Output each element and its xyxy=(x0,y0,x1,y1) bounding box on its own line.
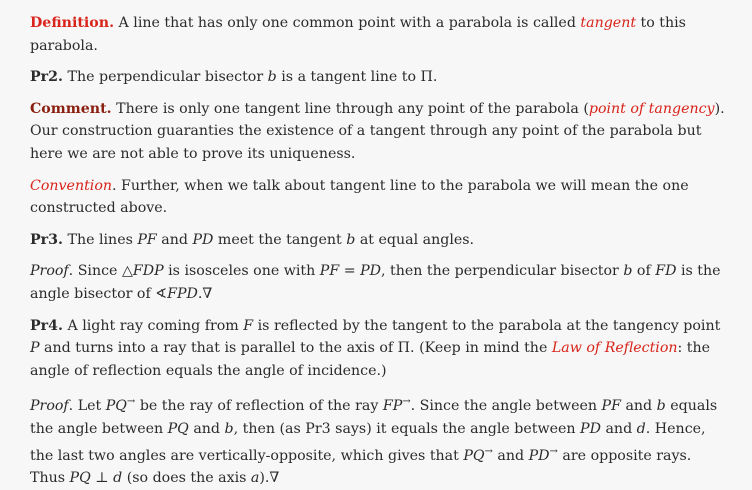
angle-symbol: ∢ xyxy=(155,285,168,302)
math-pf: PF xyxy=(601,398,621,415)
pr4-paragraph xyxy=(30,315,728,383)
triangle-symbol: △ xyxy=(121,263,133,280)
comment-text: There is only one tangent line through any point of the parabola ( xyxy=(111,100,589,117)
math-a: a xyxy=(250,470,260,487)
law-of-reflection-term: Law of Reflection xyxy=(551,340,678,357)
pr4-text-end: : the angle of reflection equals the angle of incidence.) xyxy=(30,340,711,379)
tangent-term: tangent xyxy=(580,15,637,31)
definition-text-end: to this parabola. xyxy=(30,15,686,54)
proof4-text-2: be the ray of reflection of the ray xyxy=(135,398,383,415)
math-b: b xyxy=(656,398,666,415)
proof4-and: and xyxy=(620,398,657,415)
math-b: b xyxy=(623,263,633,280)
comment-text-end: ). Our construction guaranties the existence of a tangent through any point of the parabola but here we are not able to prove its uniqueness. xyxy=(30,100,725,162)
math-pf: PF xyxy=(137,231,157,248)
pr2-text: The perpendicular bisector xyxy=(62,69,268,86)
proof3-text-5: is the angle bisector of xyxy=(30,263,721,302)
pr4-text: A light ray coming from xyxy=(62,317,244,334)
math-pq: PQ xyxy=(463,447,485,464)
pr3-text-end: at equal angles. xyxy=(355,231,475,248)
proof4-text: . Let xyxy=(68,398,106,415)
pr2-text-end: is a tangent line to Π. xyxy=(276,69,438,86)
proof4-and: and xyxy=(188,420,225,437)
math-pd: PD xyxy=(360,263,382,280)
equals-sign: = xyxy=(339,263,361,280)
math-d: d xyxy=(636,420,646,437)
pr3-label: Pr3. xyxy=(30,231,63,248)
math-pd: PD xyxy=(528,447,550,464)
math-f: F xyxy=(243,317,254,334)
ray-arrow: → xyxy=(549,445,558,457)
pr2-label: Pr2. xyxy=(30,69,63,86)
proof4-paragraph xyxy=(30,391,728,489)
ray-arrow: → xyxy=(402,396,411,408)
math-pq: PQ xyxy=(69,470,91,487)
math-b: b xyxy=(224,420,234,437)
math-pq: PQ xyxy=(167,420,189,437)
proof4-text-8: (so does the axis xyxy=(122,470,251,487)
math-pd: PD xyxy=(580,420,601,437)
pr3-and: and xyxy=(156,231,193,248)
pr3-paragraph xyxy=(30,229,728,252)
comment-paragraph xyxy=(30,98,728,166)
convention-label: Convention xyxy=(30,177,113,194)
math-pf: PF xyxy=(319,263,340,280)
math-fdp: FDP xyxy=(132,263,164,280)
proof4-text-5: , then (as Pr3 says) it equals the angle between xyxy=(233,420,581,437)
proof4-and: and xyxy=(492,447,529,464)
math-pd: PD xyxy=(192,231,214,248)
pr3-text: The lines xyxy=(62,231,138,248)
convention-paragraph xyxy=(30,175,728,220)
proof4-and: and xyxy=(600,420,637,437)
math-fp: FP xyxy=(382,398,403,415)
proof-label: Proof xyxy=(30,398,69,415)
pr4-label: Pr4. xyxy=(30,317,63,334)
pr4-text-3: and turns into a ray that is parallel to the axis of Π. (Keep in mind the xyxy=(39,340,552,357)
pr2-paragraph xyxy=(30,66,728,89)
proof3-text-2: is isosceles one with xyxy=(163,263,320,280)
pr4-text-2: is reflected by the tangent to the parabola at the tangency point xyxy=(253,317,721,334)
proof3-text: . Since xyxy=(68,263,122,280)
math-p: P xyxy=(30,340,40,357)
math-pq: PQ xyxy=(105,398,127,415)
proof3-text-4: of xyxy=(632,263,656,280)
perpendicular-symbol: ⊥ xyxy=(90,470,114,487)
proof4-text-3: . Since the angle between xyxy=(410,398,602,415)
pr3-text-2: meet the tangent xyxy=(213,231,347,248)
convention-text: . Further, when we talk about tangent line to the parabola we will mean the one constructed above. xyxy=(30,177,689,217)
proof3-text-3: , then the perpendicular bisector xyxy=(381,263,624,280)
math-b: b xyxy=(346,231,356,248)
definition-text: A line that has only one common point with a parabola is called xyxy=(114,15,581,31)
proof4-text-4: equals the angle between xyxy=(30,398,718,437)
ray-arrow: → xyxy=(126,396,136,408)
proof4-text-6: . Hence, the last two angles are vertically-opposite, which gives that xyxy=(30,420,706,464)
math-fd: FD xyxy=(655,263,677,280)
definition-label: Definition. xyxy=(30,15,115,31)
math-fpd: FPD xyxy=(167,285,198,302)
proof4-text-7: are opposite rays. Thus xyxy=(30,447,692,487)
comment-label: Comment. xyxy=(30,100,112,117)
ray-arrow: → xyxy=(484,445,493,457)
definition-paragraph xyxy=(30,12,728,57)
proof-label: Proof xyxy=(30,263,69,280)
proof3-paragraph xyxy=(30,260,728,305)
point-of-tangency-term: point of tangency xyxy=(588,100,715,117)
qed-symbol: .∇ xyxy=(197,285,213,302)
math-b: b xyxy=(267,69,277,86)
qed-symbol: ).∇ xyxy=(259,470,280,487)
math-d: d xyxy=(113,470,123,487)
